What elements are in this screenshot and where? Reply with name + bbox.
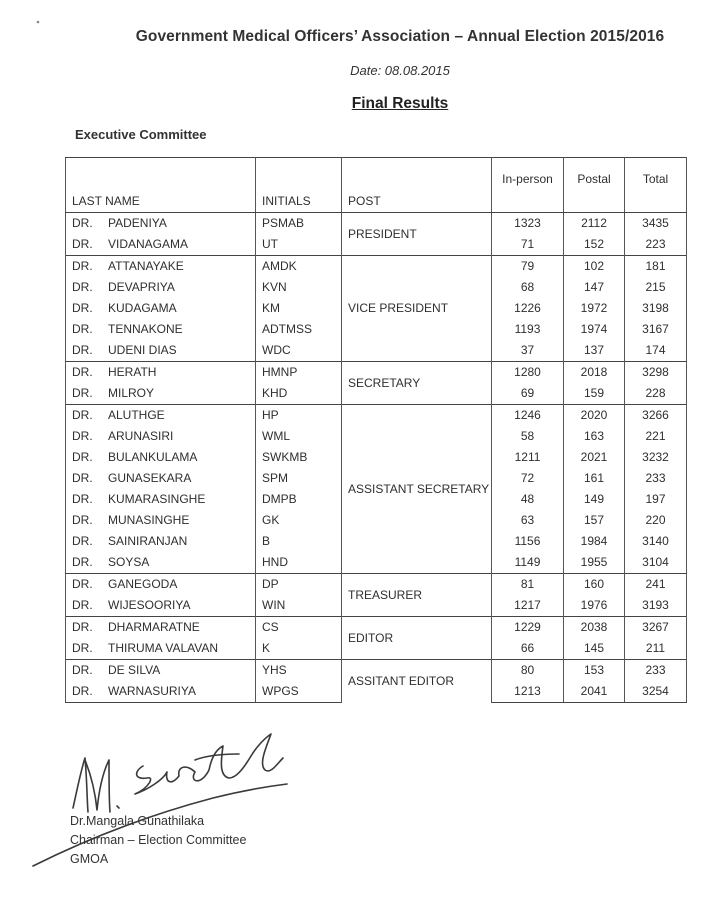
cell-initials: ADTMSS xyxy=(256,319,342,340)
table-row xyxy=(66,213,687,235)
col-header-postal: Postal xyxy=(564,158,625,213)
title-prefix: DR. xyxy=(72,386,93,400)
last-name: SOYSA xyxy=(108,555,150,569)
title-prefix: DR. xyxy=(72,492,93,506)
table-header-row xyxy=(66,158,687,213)
cell-last-name xyxy=(66,489,256,510)
cell-post: ASSISTANT SECRETARY xyxy=(342,405,492,574)
section-heading: Executive Committee xyxy=(75,127,207,142)
cell-in-person: 1217 xyxy=(492,595,564,617)
cell-total: 3193 xyxy=(625,595,687,617)
title-prefix: DR. xyxy=(72,534,93,548)
title-prefix: DR. xyxy=(72,365,93,379)
cell-last-name xyxy=(66,383,256,405)
cell-initials: GK xyxy=(256,510,342,531)
cell-in-person: 81 xyxy=(492,574,564,596)
cell-post: PRESIDENT xyxy=(342,213,492,256)
last-name: KUDAGAMA xyxy=(108,301,177,315)
cell-postal: 159 xyxy=(564,383,625,405)
cell-total: 3104 xyxy=(625,552,687,574)
cell-total: 3435 xyxy=(625,213,687,235)
title-prefix: DR. xyxy=(72,684,93,698)
cell-last-name xyxy=(66,510,256,531)
cell-total: 3232 xyxy=(625,447,687,468)
cell-initials: CS xyxy=(256,617,342,639)
cell-last-name xyxy=(66,552,256,574)
cell-postal: 1976 xyxy=(564,595,625,617)
cell-initials: UT xyxy=(256,234,342,256)
cell-postal: 1984 xyxy=(564,531,625,552)
cell-initials: KM xyxy=(256,298,342,319)
cell-total: 241 xyxy=(625,574,687,596)
cell-last-name xyxy=(66,468,256,489)
last-name: DE SILVA xyxy=(108,663,161,677)
title-prefix: DR. xyxy=(72,216,93,230)
cell-initials: PSMAB xyxy=(256,213,342,235)
title-prefix: DR. xyxy=(72,322,93,336)
cell-post: SECRETARY xyxy=(342,362,492,405)
last-name: ARUNASIRI xyxy=(108,429,174,443)
cell-total: 3266 xyxy=(625,405,687,427)
last-name: MUNASINGHE xyxy=(108,513,190,527)
table-row xyxy=(66,617,687,639)
cell-postal: 2021 xyxy=(564,447,625,468)
cell-postal: 160 xyxy=(564,574,625,596)
cell-total: 3198 xyxy=(625,298,687,319)
cell-in-person: 69 xyxy=(492,383,564,405)
title-prefix: DR. xyxy=(72,280,93,294)
cell-in-person: 68 xyxy=(492,277,564,298)
cell-in-person: 1193 xyxy=(492,319,564,340)
last-name: THIRUMA VALAVAN xyxy=(108,641,219,655)
table-row xyxy=(66,405,687,427)
cell-in-person: 1229 xyxy=(492,617,564,639)
last-name: BULANKULAMA xyxy=(108,450,198,464)
cell-last-name xyxy=(66,617,256,639)
title-prefix: DR. xyxy=(72,408,93,422)
last-name: GANEGODA xyxy=(108,577,178,591)
table-row xyxy=(66,660,687,682)
title-prefix: DR. xyxy=(72,237,93,251)
col-header-initials: INITIALS xyxy=(256,158,342,213)
signatory-org: GMOA xyxy=(70,852,109,866)
cell-last-name xyxy=(66,574,256,596)
results-body xyxy=(66,213,687,703)
title-prefix: DR. xyxy=(72,343,93,357)
col-header-in-person: In-person xyxy=(492,158,564,213)
last-name: PADENIYA xyxy=(108,216,167,230)
table-row xyxy=(66,574,687,596)
cell-postal: 163 xyxy=(564,426,625,447)
cell-total: 3298 xyxy=(625,362,687,384)
cell-postal: 161 xyxy=(564,468,625,489)
document-date: Date: 08.08.2015 xyxy=(350,63,450,78)
cell-post: VICE PRESIDENT xyxy=(342,256,492,362)
cell-in-person: 37 xyxy=(492,340,564,362)
last-name: WARNASURIYA xyxy=(108,684,197,698)
cell-last-name xyxy=(66,405,256,427)
cell-total: 233 xyxy=(625,468,687,489)
cell-initials: SPM xyxy=(256,468,342,489)
cell-in-person: 1156 xyxy=(492,531,564,552)
cell-initials: KVN xyxy=(256,277,342,298)
cell-total: 174 xyxy=(625,340,687,362)
cell-in-person: 66 xyxy=(492,638,564,660)
cell-last-name xyxy=(66,595,256,617)
cell-initials: HND xyxy=(256,552,342,574)
title-prefix: DR. xyxy=(72,641,93,655)
last-name: UDENI DIAS xyxy=(108,343,177,357)
cell-initials: SWKMB xyxy=(256,447,342,468)
col-header-total: Total xyxy=(625,158,687,213)
cell-in-person: 58 xyxy=(492,426,564,447)
cell-in-person: 63 xyxy=(492,510,564,531)
cell-initials: KHD xyxy=(256,383,342,405)
cell-initials: WDC xyxy=(256,340,342,362)
title-prefix: DR. xyxy=(72,259,93,273)
cell-last-name xyxy=(66,660,256,682)
cell-initials: WIN xyxy=(256,595,342,617)
cell-initials: DMPB xyxy=(256,489,342,510)
last-name: VIDANAGAMA xyxy=(108,237,189,251)
col-header-post: POST xyxy=(342,158,492,213)
cell-in-person: 1149 xyxy=(492,552,564,574)
cell-initials: WML xyxy=(256,426,342,447)
cell-total: 221 xyxy=(625,426,687,447)
cell-last-name xyxy=(66,340,256,362)
title-prefix: DR. xyxy=(72,301,93,315)
cell-postal: 2041 xyxy=(564,681,625,703)
cell-total: 211 xyxy=(625,638,687,660)
cell-in-person: 79 xyxy=(492,256,564,278)
cell-in-person: 1323 xyxy=(492,213,564,235)
cell-last-name xyxy=(66,638,256,660)
last-name: DEVAPRIYA xyxy=(108,280,175,294)
last-name: ALUTHGE xyxy=(108,408,165,422)
cell-initials: HMNP xyxy=(256,362,342,384)
signatory-role: Chairman – Election Committee xyxy=(70,833,247,847)
cell-postal: 157 xyxy=(564,510,625,531)
title-prefix: DR. xyxy=(72,598,93,612)
cell-last-name xyxy=(66,234,256,256)
cell-total: 215 xyxy=(625,277,687,298)
cell-total: 3254 xyxy=(625,681,687,703)
cell-last-name xyxy=(66,298,256,319)
cell-in-person: 1213 xyxy=(492,681,564,703)
cell-total: 181 xyxy=(625,256,687,278)
cell-initials: WPGS xyxy=(256,681,342,703)
title-prefix: DR. xyxy=(72,450,93,464)
cell-last-name xyxy=(66,531,256,552)
table-row xyxy=(66,362,687,384)
last-name: MILROY xyxy=(108,386,155,400)
col-header-last-name: LAST NAME xyxy=(66,158,256,213)
title-prefix: DR. xyxy=(72,663,93,677)
cell-initials: DP xyxy=(256,574,342,596)
table-row xyxy=(66,256,687,278)
title-prefix: DR. xyxy=(72,513,93,527)
cell-in-person: 71 xyxy=(492,234,564,256)
cell-initials: YHS xyxy=(256,660,342,682)
cell-last-name xyxy=(66,426,256,447)
cell-postal: 152 xyxy=(564,234,625,256)
cell-in-person: 1280 xyxy=(492,362,564,384)
cell-initials: HP xyxy=(256,405,342,427)
cell-post: ASSITANT EDITOR xyxy=(342,660,492,703)
cell-post: EDITOR xyxy=(342,617,492,660)
last-name: ATTANAYAKE xyxy=(108,259,184,273)
last-name: GUNASEKARA xyxy=(108,471,192,485)
title-prefix: DR. xyxy=(72,471,93,485)
cell-postal: 1972 xyxy=(564,298,625,319)
cell-last-name xyxy=(66,362,256,384)
cell-postal: 145 xyxy=(564,638,625,660)
last-name: HERATH xyxy=(108,365,157,379)
results-table xyxy=(65,157,687,703)
cell-last-name xyxy=(66,447,256,468)
cell-post: TREASURER xyxy=(342,574,492,617)
cell-total: 220 xyxy=(625,510,687,531)
cell-total: 228 xyxy=(625,383,687,405)
cell-total: 3267 xyxy=(625,617,687,639)
cell-postal: 1955 xyxy=(564,552,625,574)
cell-postal: 2020 xyxy=(564,405,625,427)
last-name: TENNAKONE xyxy=(108,322,183,336)
cell-in-person: 72 xyxy=(492,468,564,489)
cell-initials: AMDK xyxy=(256,256,342,278)
cell-last-name xyxy=(66,213,256,235)
cell-last-name xyxy=(66,256,256,278)
cell-in-person: 1226 xyxy=(492,298,564,319)
title-prefix: DR. xyxy=(72,620,93,634)
cell-last-name xyxy=(66,277,256,298)
title-prefix: DR. xyxy=(72,429,93,443)
cell-postal: 1974 xyxy=(564,319,625,340)
cell-postal: 2018 xyxy=(564,362,625,384)
title-prefix: DR. xyxy=(72,577,93,591)
cell-total: 223 xyxy=(625,234,687,256)
cell-initials: B xyxy=(256,531,342,552)
cell-postal: 137 xyxy=(564,340,625,362)
final-results-heading: Final Results xyxy=(351,95,449,112)
title-prefix: DR. xyxy=(72,555,93,569)
cell-last-name xyxy=(66,319,256,340)
cell-in-person: 80 xyxy=(492,660,564,682)
last-name: WIJESOORIYA xyxy=(108,598,191,612)
cell-postal: 102 xyxy=(564,256,625,278)
cell-postal: 147 xyxy=(564,277,625,298)
cell-postal: 149 xyxy=(564,489,625,510)
cell-postal: 153 xyxy=(564,660,625,682)
document-title: Government Medical Officers’ Association – Annual Election 2015/2016 xyxy=(135,28,665,45)
cell-in-person: 1211 xyxy=(492,447,564,468)
cell-total: 3167 xyxy=(625,319,687,340)
signature-block xyxy=(70,812,246,869)
cell-total: 233 xyxy=(625,660,687,682)
cell-postal: 2112 xyxy=(564,213,625,235)
cell-postal: 2038 xyxy=(564,617,625,639)
cell-initials: K xyxy=(256,638,342,660)
cell-total: 197 xyxy=(625,489,687,510)
scan-speck xyxy=(35,12,41,18)
cell-in-person: 1246 xyxy=(492,405,564,427)
cell-total: 3140 xyxy=(625,531,687,552)
last-name: KUMARASINGHE xyxy=(108,492,206,506)
last-name: DHARMARATNE xyxy=(108,620,200,634)
cell-last-name xyxy=(66,681,256,703)
last-name: SAINIRANJAN xyxy=(108,534,188,548)
signatory-name: Dr.Mangala Gunathilaka xyxy=(70,814,205,828)
cell-in-person: 48 xyxy=(492,489,564,510)
